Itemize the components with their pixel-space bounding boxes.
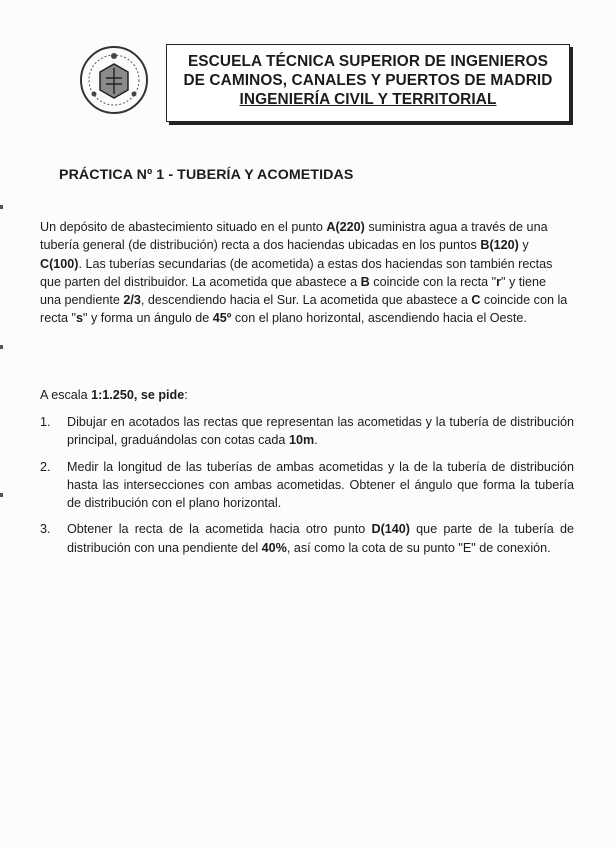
emphasis-text: D(140) — [371, 522, 410, 537]
emphasis-text: r — [496, 274, 501, 289]
body-text: coincide con la recta " — [369, 274, 497, 289]
body-text: suministra agua a través de una tubería general (de distribución) recta a dos haciendas ubicadas en los puntos — [40, 220, 548, 253]
emphasis-text: 2/3 — [123, 293, 141, 308]
school-name-line-2: DE CAMINOS, CANALES Y PUERTOS DE MADRID — [183, 72, 553, 89]
emphasis-text: 1:1.250 — [91, 388, 134, 402]
degree-name: INGENIERÍA CIVIL Y TERRITORIAL — [239, 91, 497, 108]
task-number: 2. — [40, 459, 51, 474]
body-text: . — [314, 433, 318, 448]
body-text: , así como la cota de su punto "E" de conexión. — [286, 540, 551, 555]
scan-margin-mark — [0, 493, 3, 497]
emphasis-text: C(100) — [40, 256, 79, 271]
body-text: . Las tuberías secundarias (de acometida) a estas dos haciendas son también rectas que parten del distribuidor. La acometida que abastece a — [40, 256, 553, 289]
scan-margin-mark — [0, 205, 3, 209]
body-text: que parte de la tubería de distribución con una pendiente del — [67, 522, 574, 555]
body-text: Obtener la recta de la acometida hacia otro punto — [67, 522, 372, 537]
emphasis-text: B — [360, 274, 370, 289]
task-text — [67, 415, 574, 447]
emphasis-text: 45º — [212, 311, 232, 326]
emphasis-text: 10m — [288, 433, 315, 448]
body-text: " y forma un ángulo de — [82, 311, 213, 326]
body-text: A escala — [40, 388, 92, 402]
task-text — [67, 460, 574, 511]
body-text: con el plano horizontal, ascendiendo hacia el Oeste. — [231, 311, 527, 326]
school-header — [166, 44, 570, 122]
emphasis-text: s — [75, 311, 83, 326]
task-text — [67, 522, 574, 554]
task-item — [40, 520, 574, 557]
problem-statement — [40, 218, 570, 328]
body-text: " y tiene una pendiente — [40, 274, 547, 308]
task-number: 1. — [40, 415, 51, 429]
body-text: : — [184, 388, 188, 402]
university-crest-icon — [78, 44, 150, 116]
school-name-line-1: ESCUELA TÉCNICA SUPERIOR DE INGENIEROS — [187, 53, 549, 70]
task-item — [40, 458, 574, 513]
emphasis-text: C — [471, 293, 481, 308]
task-list — [40, 413, 574, 565]
emphasis-text: B(120) — [480, 238, 519, 253]
body-text: , descendiendo hacia el Sur. La acometida que abastece a — [140, 293, 472, 308]
body-text: Dibujar en acotados las rectas que representan las acometidas y la tubería de distribución principal, graduándolas con cotas cada — [67, 415, 574, 448]
task-intro — [40, 388, 188, 402]
emphasis-text: , se pide — [133, 388, 185, 402]
scan-margin-mark — [0, 345, 3, 349]
task-item — [40, 413, 574, 450]
body-text: Un depósito de abastecimiento situado en el punto — [40, 220, 327, 234]
emphasis-text: 40% — [261, 540, 287, 555]
page-title: PRÁCTICA Nº 1 - TUBERÍA Y ACOMETIDAS — [59, 167, 354, 183]
body-text: y — [518, 238, 529, 253]
emphasis-text: A(220) — [326, 220, 365, 234]
body-text: coincide con la recta " — [40, 293, 568, 326]
task-number: 3. — [40, 522, 51, 537]
body-text: Medir la longitud de las tuberías de ambas acometidas y la de la tubería de distribución hasta las intersecciones con ambas acometidas. Obtener el ángulo que forma la tubería de distribución con el plano horizontal. — [67, 459, 574, 511]
